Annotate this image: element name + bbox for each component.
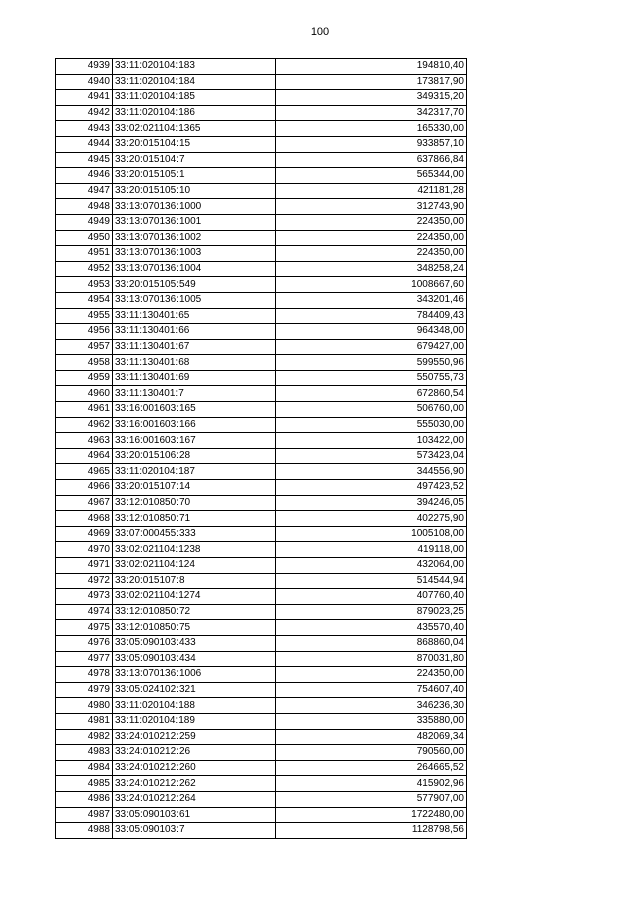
cadastral-number-cell: 33:16:001603:167	[113, 433, 276, 449]
table-row	[56, 292, 467, 308]
cadastral-value-cell: 573423,04	[276, 448, 467, 464]
table-row	[56, 760, 467, 776]
table-row	[56, 682, 467, 698]
cadastral-value-cell: 343201,46	[276, 292, 467, 308]
row-number-cell: 4945	[56, 152, 113, 168]
cadastral-value-cell: 312743,90	[276, 199, 467, 215]
cadastral-number-cell: 33:20:015104:15	[113, 136, 276, 152]
table-row	[56, 90, 467, 106]
cadastral-number-cell: 33:13:070136:1003	[113, 246, 276, 262]
row-number-cell: 4956	[56, 324, 113, 340]
row-number-cell: 4939	[56, 59, 113, 75]
table-row	[56, 74, 467, 90]
row-number-cell: 4980	[56, 698, 113, 714]
cadastral-value-cell: 514544,94	[276, 573, 467, 589]
cadastral-value-cell: 565344,00	[276, 168, 467, 184]
cadastral-value-cell: 173817,90	[276, 74, 467, 90]
row-number-cell: 4942	[56, 105, 113, 121]
table-row	[56, 542, 467, 558]
cadastral-number-cell: 33:13:070136:1005	[113, 292, 276, 308]
cadastral-number-cell: 33:16:001603:166	[113, 417, 276, 433]
cadastral-value-cell: 348258,24	[276, 261, 467, 277]
cadastral-value-cell: 1008667,60	[276, 277, 467, 293]
cadastral-value-cell: 555030,00	[276, 417, 467, 433]
table-row	[56, 230, 467, 246]
cadastral-value-cell: 224350,00	[276, 667, 467, 683]
row-number-cell: 4987	[56, 807, 113, 823]
cadastral-value-cell: 497423,52	[276, 480, 467, 496]
row-number-cell: 4964	[56, 448, 113, 464]
cadastral-value-cell: 419118,00	[276, 542, 467, 558]
cadastral-value-cell: 103422,00	[276, 433, 467, 449]
cadastral-value-cell: 870031,80	[276, 651, 467, 667]
cadastral-value-cell: 672860,54	[276, 386, 467, 402]
cadastral-value-cell: 165330,00	[276, 121, 467, 137]
row-number-cell: 4968	[56, 511, 113, 527]
row-number-cell: 4985	[56, 776, 113, 792]
row-number-cell: 4955	[56, 308, 113, 324]
row-number-cell: 4960	[56, 386, 113, 402]
row-number-cell: 4940	[56, 74, 113, 90]
row-number-cell: 4983	[56, 745, 113, 761]
cadastral-number-cell: 33:20:015107:14	[113, 480, 276, 496]
table-row	[56, 277, 467, 293]
cadastral-number-cell: 33:12:010850:72	[113, 604, 276, 620]
cadastral-value-cell: 264665,52	[276, 760, 467, 776]
row-number-cell: 4941	[56, 90, 113, 106]
table-row	[56, 495, 467, 511]
cadastral-number-cell: 33:11:020104:186	[113, 105, 276, 121]
row-number-cell: 4951	[56, 246, 113, 262]
cadastral-value-cell: 879023,25	[276, 604, 467, 620]
cadastral-value-cell: 407760,40	[276, 589, 467, 605]
row-number-cell: 4965	[56, 464, 113, 480]
cadastral-value-cell: 964348,00	[276, 324, 467, 340]
table-row	[56, 152, 467, 168]
cadastral-value-cell: 1128798,56	[276, 823, 467, 839]
cadastral-value-cell: 482069,34	[276, 729, 467, 745]
cadastral-number-cell: 33:11:130401:67	[113, 339, 276, 355]
table-row	[56, 823, 467, 839]
cadastral-number-cell: 33:24:010212:259	[113, 729, 276, 745]
row-number-cell: 4953	[56, 277, 113, 293]
row-number-cell: 4946	[56, 168, 113, 184]
cadastral-value-cell: 349315,20	[276, 90, 467, 106]
table-row	[56, 807, 467, 823]
row-number-cell: 4952	[56, 261, 113, 277]
cadastral-value-cell: 224350,00	[276, 246, 467, 262]
cadastral-number-cell: 33:13:070136:1004	[113, 261, 276, 277]
row-number-cell: 4969	[56, 526, 113, 542]
row-number-cell: 4975	[56, 620, 113, 636]
table-row	[56, 199, 467, 215]
table-row	[56, 214, 467, 230]
table-row	[56, 698, 467, 714]
page-number: 100	[310, 26, 330, 38]
row-number-cell: 4970	[56, 542, 113, 558]
cadastral-value-cell: 432064,00	[276, 558, 467, 574]
row-number-cell: 4984	[56, 760, 113, 776]
row-number-cell: 4943	[56, 121, 113, 137]
table-row	[56, 370, 467, 386]
cadastral-number-cell: 33:05:024102:321	[113, 682, 276, 698]
cadastral-number-cell: 33:12:010850:71	[113, 511, 276, 527]
cadastral-value-cell: 194810,40	[276, 59, 467, 75]
cadastral-value-cell: 435570,40	[276, 620, 467, 636]
row-number-cell: 4978	[56, 667, 113, 683]
cadastral-value-cell: 224350,00	[276, 214, 467, 230]
cadastral-value-cell: 550755,73	[276, 370, 467, 386]
row-number-cell: 4963	[56, 433, 113, 449]
cadastral-number-cell: 33:11:130401:68	[113, 355, 276, 371]
row-number-cell: 4977	[56, 651, 113, 667]
cadastral-number-cell: 33:13:070136:1000	[113, 199, 276, 215]
table-row	[56, 604, 467, 620]
row-number-cell: 4971	[56, 558, 113, 574]
table-row	[56, 355, 467, 371]
cadastral-value-cell: 415902,96	[276, 776, 467, 792]
cadastral-value-cell: 784409,43	[276, 308, 467, 324]
cadastral-number-cell: 33:02:021104:1238	[113, 542, 276, 558]
table-row	[56, 480, 467, 496]
cadastral-number-cell: 33:11:130401:7	[113, 386, 276, 402]
row-number-cell: 4973	[56, 589, 113, 605]
table-row	[56, 183, 467, 199]
cadastral-number-cell: 33:24:010212:264	[113, 791, 276, 807]
cadastral-number-cell: 33:11:020104:184	[113, 74, 276, 90]
row-number-cell: 4962	[56, 417, 113, 433]
cadastral-number-cell: 33:05:090103:434	[113, 651, 276, 667]
cadastral-number-cell: 33:24:010212:26	[113, 745, 276, 761]
cadastral-value-cell: 679427,00	[276, 339, 467, 355]
table-row	[56, 620, 467, 636]
table-row	[56, 433, 467, 449]
row-number-cell: 4954	[56, 292, 113, 308]
cadastral-number-cell: 33:11:130401:65	[113, 308, 276, 324]
cadastral-number-cell: 33:11:020104:189	[113, 713, 276, 729]
table-row	[56, 339, 467, 355]
cadastral-value-cell: 790560,00	[276, 745, 467, 761]
row-number-cell: 4950	[56, 230, 113, 246]
table-row	[56, 729, 467, 745]
cadastral-number-cell: 33:20:015105:10	[113, 183, 276, 199]
cadastral-number-cell: 33:20:015105:1	[113, 168, 276, 184]
cadastral-number-cell: 33:11:130401:69	[113, 370, 276, 386]
table-row	[56, 261, 467, 277]
cadastral-value-cell: 394246,05	[276, 495, 467, 511]
cadastral-number-cell: 33:11:020104:183	[113, 59, 276, 75]
cadastral-value-cell: 577907,00	[276, 791, 467, 807]
table-row	[56, 635, 467, 651]
table-row	[56, 417, 467, 433]
cadastral-value-cell: 754607,40	[276, 682, 467, 698]
row-number-cell: 4979	[56, 682, 113, 698]
cadastral-value-cell: 335880,00	[276, 713, 467, 729]
table-row	[56, 168, 467, 184]
row-number-cell: 4967	[56, 495, 113, 511]
cadastral-number-cell: 33:20:015105:549	[113, 277, 276, 293]
table-row	[56, 526, 467, 542]
cadastral-number-cell: 33:11:020104:187	[113, 464, 276, 480]
row-number-cell: 4972	[56, 573, 113, 589]
table-row	[56, 402, 467, 418]
cadastral-number-cell: 33:13:070136:1001	[113, 214, 276, 230]
cadastral-value-cell: 344556,90	[276, 464, 467, 480]
table-row	[56, 573, 467, 589]
cadastral-number-cell: 33:11:020104:185	[113, 90, 276, 106]
table-row	[56, 511, 467, 527]
row-number-cell: 4958	[56, 355, 113, 371]
cadastral-number-cell: 33:20:015104:7	[113, 152, 276, 168]
cadastral-value-cell: 402275,90	[276, 511, 467, 527]
cadastral-value-cell: 599550,96	[276, 355, 467, 371]
cadastral-number-cell: 33:07:000455:333	[113, 526, 276, 542]
cadastral-number-cell: 33:16:001603:165	[113, 402, 276, 418]
row-number-cell: 4976	[56, 635, 113, 651]
cadastral-value-cell: 421181,28	[276, 183, 467, 199]
row-number-cell: 4966	[56, 480, 113, 496]
table-row	[56, 667, 467, 683]
table-row	[56, 558, 467, 574]
table-row	[56, 121, 467, 137]
cadastral-value-table	[55, 58, 467, 839]
cadastral-value-cell: 933857,10	[276, 136, 467, 152]
cadastral-number-cell: 33:24:010212:262	[113, 776, 276, 792]
table-row	[56, 776, 467, 792]
cadastral-number-cell: 33:02:021104:124	[113, 558, 276, 574]
table-row	[56, 324, 467, 340]
row-number-cell: 4981	[56, 713, 113, 729]
table-row	[56, 136, 467, 152]
table-row	[56, 713, 467, 729]
cadastral-number-cell: 33:24:010212:260	[113, 760, 276, 776]
row-number-cell: 4988	[56, 823, 113, 839]
table-row	[56, 651, 467, 667]
table-row	[56, 246, 467, 262]
table-row	[56, 386, 467, 402]
cadastral-value-cell: 1722480,00	[276, 807, 467, 823]
cadastral-number-cell: 33:02:021104:1274	[113, 589, 276, 605]
row-number-cell: 4982	[56, 729, 113, 745]
table-row	[56, 105, 467, 121]
row-number-cell: 4948	[56, 199, 113, 215]
cadastral-number-cell: 33:05:090103:61	[113, 807, 276, 823]
row-number-cell: 4944	[56, 136, 113, 152]
cadastral-value-cell: 506760,00	[276, 402, 467, 418]
cadastral-value-cell: 346236,30	[276, 698, 467, 714]
table-row	[56, 464, 467, 480]
cadastral-value-cell: 637866,84	[276, 152, 467, 168]
table-row	[56, 448, 467, 464]
cadastral-number-cell: 33:11:020104:188	[113, 698, 276, 714]
cadastral-value-cell: 868860,04	[276, 635, 467, 651]
row-number-cell: 4957	[56, 339, 113, 355]
row-number-cell: 4947	[56, 183, 113, 199]
cadastral-number-cell: 33:02:021104:1365	[113, 121, 276, 137]
cadastral-number-cell: 33:13:070136:1006	[113, 667, 276, 683]
row-number-cell: 4974	[56, 604, 113, 620]
row-number-cell: 4949	[56, 214, 113, 230]
table-row	[56, 589, 467, 605]
cadastral-number-cell: 33:12:010850:70	[113, 495, 276, 511]
table-row	[56, 791, 467, 807]
table-row	[56, 745, 467, 761]
table-row	[56, 59, 467, 75]
table-body	[56, 59, 467, 839]
cadastral-number-cell: 33:05:090103:433	[113, 635, 276, 651]
table-row	[56, 308, 467, 324]
cadastral-number-cell: 33:12:010850:75	[113, 620, 276, 636]
cadastral-number-cell: 33:13:070136:1002	[113, 230, 276, 246]
cadastral-value-cell: 342317,70	[276, 105, 467, 121]
cadastral-number-cell: 33:20:015106:28	[113, 448, 276, 464]
cadastral-number-cell: 33:20:015107:8	[113, 573, 276, 589]
cadastral-value-cell: 1005108,00	[276, 526, 467, 542]
cadastral-number-cell: 33:05:090103:7	[113, 823, 276, 839]
cadastral-number-cell: 33:11:130401:66	[113, 324, 276, 340]
row-number-cell: 4959	[56, 370, 113, 386]
cadastral-value-cell: 224350,00	[276, 230, 467, 246]
row-number-cell: 4986	[56, 791, 113, 807]
row-number-cell: 4961	[56, 402, 113, 418]
